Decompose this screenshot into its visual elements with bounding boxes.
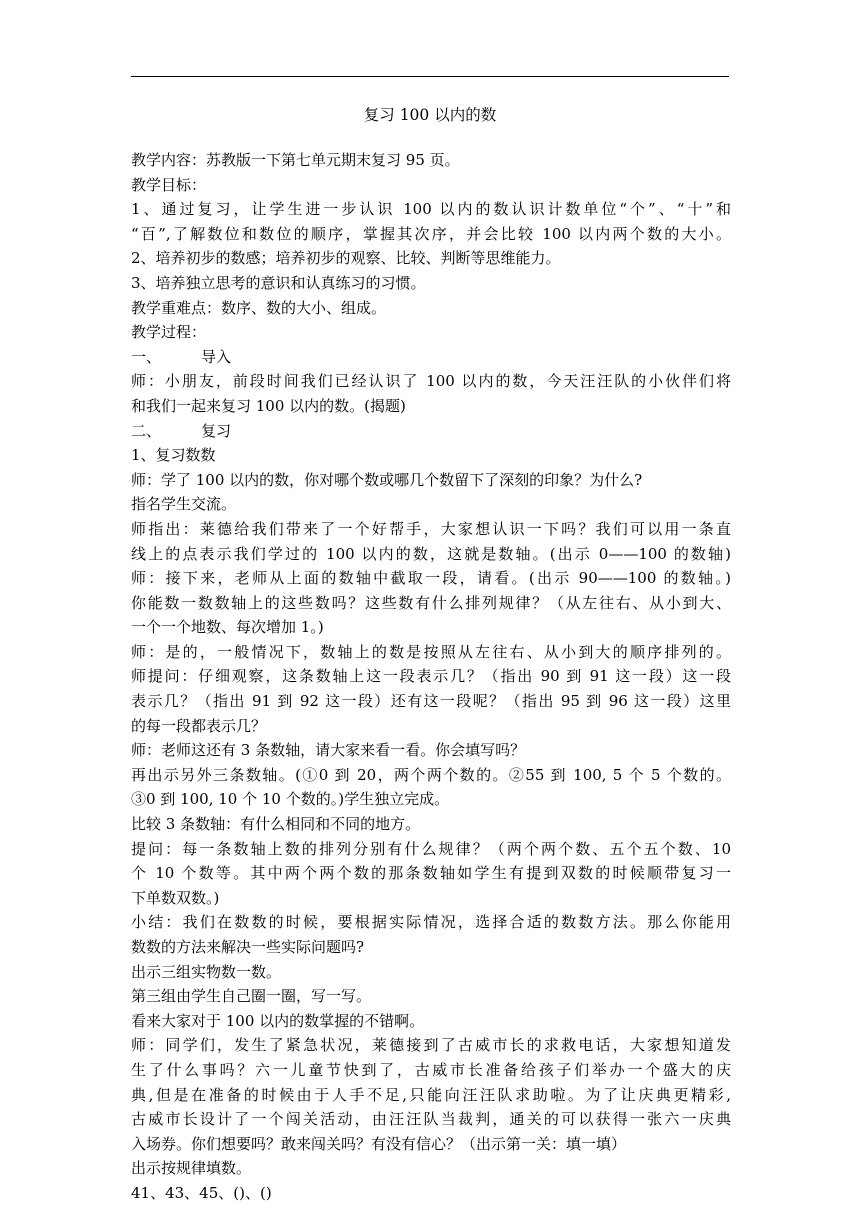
document-body [131, 148, 731, 1206]
paragraph-line: 师：老师这还有 3 条数轴，请大家来看一看。你会填写吗？ [131, 741, 526, 760]
paragraph-line: 师指出：莱德给我们带来了一个好帮手，大家想认识一下吗？我们可以用一条直 [131, 519, 731, 538]
paragraph-line: 师：同学们，发生了紧急状况，莱德接到了古威市长的求救电话，大家想知道发 [131, 1036, 731, 1055]
paragraph-line: 一个一个地数、每次增加 1。) [131, 618, 324, 637]
paragraph-line: 个 10 个数等。其中两个两个数的那条数轴如学生有提到双数的时候顺带复习一 [131, 864, 731, 883]
document-title: 复习 100 以内的数 [363, 106, 497, 124]
paragraph-line: 数数的方法来解决一些实际问题吗? [131, 938, 365, 956]
paragraph-line: 指名学生交流。 [131, 495, 237, 514]
section-label: 复习 [201, 421, 232, 440]
section-number: 一、 [131, 347, 162, 366]
paragraph-line: 和我们一起来复习 100 以内的数。(揭题) [131, 396, 406, 415]
paragraph-line: 看来大家对于 100 以内的数掌握的不错啊。 [131, 1011, 425, 1030]
paragraph-line: 1、复习数数 [131, 446, 216, 465]
paragraph-line: 入场券。你们想要吗？敢来闯关吗？有没有信心？（出示第一关：填一填） [131, 1134, 627, 1153]
paragraph-line: 1、通过复习，让学生进一步认识 100 以内的数认识计数单位“个”、“十”和 [131, 200, 731, 219]
paragraph-line: 下单数双数。) [131, 888, 220, 907]
paragraph-line: 教学重难点：数序、数的大小、组成。 [131, 298, 387, 317]
paragraph-line: 2、培养初步的数感；培养初步的观察、比较、判断等思维能力。 [131, 249, 561, 268]
paragraph-line: 师：接下来，老师从上面的数轴中截取一段，请看。(出示 90——100 的数轴。) [131, 569, 731, 588]
paragraph-line: 生了什么事吗？六一儿童节快到了，古威市长准备给孩子们举办一个盛大的庆 [131, 1060, 731, 1079]
paragraph-line: 教学过程： [131, 323, 207, 342]
paragraph-line: 师：小朋友，前段时间我们已经认识了 100 以内的数，今天汪汪队的小伙伴们将 [131, 372, 731, 391]
paragraph-line: 再出示另外三条数轴。(①0 到 20，两个两个数的。②55 到 100, 5 个 5 个数的。 [131, 765, 731, 784]
section-heading [131, 419, 731, 444]
paragraph-line: 师：学了 100 以内的数，你对哪个数或哪几个数留下了深刻的印象？为什么? [131, 470, 643, 489]
paragraph-line: 师提问：仔细观察，这条数轴上这一段表示几？（指出 90 到 91 这一段）这一段 [131, 667, 731, 686]
section-number: 二、 [131, 421, 162, 440]
paragraph-line: 教学目标： [131, 175, 207, 194]
paragraph-line: 第三组由学生自己圈一圈，写一写。 [131, 987, 372, 1006]
paragraph-line: 古威市长设计了一个闯关活动，由汪汪队当裁判，通关的可以获得一张六一庆典 [131, 1110, 731, 1129]
header-rule [131, 76, 729, 77]
paragraph-line: 的每一段都表示几？ [131, 716, 267, 735]
section-label: 导入 [201, 347, 232, 366]
paragraph-line: 线上的点表示我们学过的 100 以内的数，这就是数轴。(出示 0——100 的数轴) [131, 544, 731, 563]
section-heading [131, 345, 731, 370]
paragraph-line: 教学内容：苏教版一下第七单元期末复习 95 页。 [131, 151, 460, 169]
paragraph-line: 师：是的，一般情况下，数轴上的数是按照从左往右、从小到大的顺序排列的。 [131, 642, 731, 661]
paragraph-line: 41、43、45、()、() [131, 1183, 272, 1202]
paragraph-line: 出示三组实物数一数。 [131, 962, 282, 981]
paragraph-line: 比较 3 条数轴：有什么相同和不同的地方。 [131, 815, 421, 834]
paragraph-line: “百”,了解数位和数位的顺序，掌握其次序，并会比较 100 以内两个数的大小。 [131, 224, 731, 243]
paragraph-line: 典,但是在准备的时候由于人手不足,只能向汪汪队求助啦。为了让庆典更精彩, [131, 1085, 731, 1104]
paragraph-line: ③0 到 100, 10 个 10 个数的。)学生独立完成。 [131, 790, 450, 809]
paragraph-line: 提问：每一条数轴上数的排列分别有什么规律？（两个两个数、五个五个数、10 [131, 839, 731, 858]
paragraph-line: 出示按规律填数。 [131, 1159, 252, 1178]
paragraph-line: 你能数一数数轴上的这些数吗？这些数有什么排列规律？（从左往右、从小到大、 [131, 593, 731, 612]
paragraph-line: 表示几？（指出 91 到 92 这一段）还有这一段呢？（指出 95 到 96 这一段）这里 [131, 692, 731, 711]
paragraph-line: 小结：我们在数数的时候，要根据实际情况，选择合适的数数方法。那么你能用 [131, 913, 731, 932]
paragraph-line: 3、培养独立思考的意识和认真练习的习惯。 [131, 273, 426, 292]
